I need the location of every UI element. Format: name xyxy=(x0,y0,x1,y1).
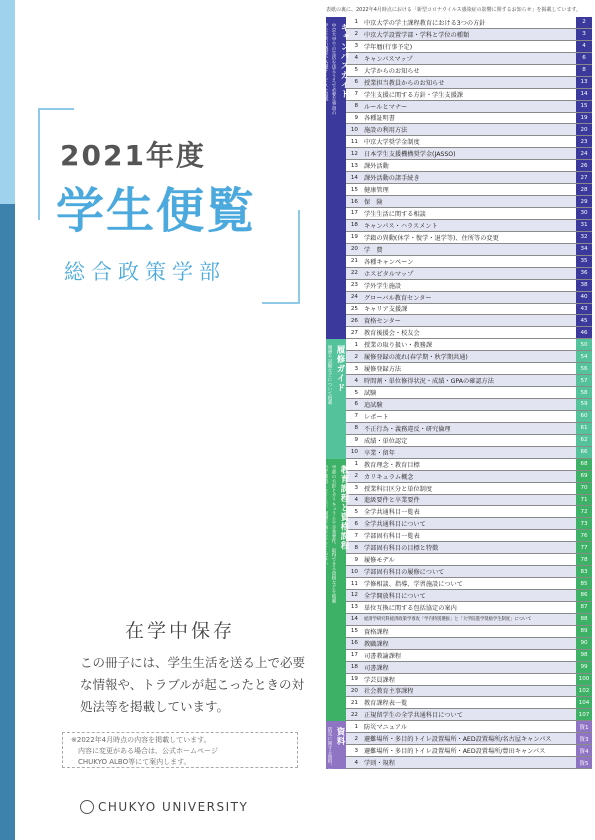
toc-item-title: キャンパス・ハラスメント xyxy=(364,222,438,230)
toc-item-title: 授業科目区分と単位制度 xyxy=(364,485,433,493)
toc-item-title: 授業の取り扱い・教務課 xyxy=(364,342,433,350)
toc-item-title: 学部固有科目一覧表 xyxy=(364,533,420,541)
toc-item-page: 85 xyxy=(576,578,592,589)
toc-row xyxy=(346,208,592,220)
toc-item-number: 25 xyxy=(350,305,358,312)
toc-item-page: 27 xyxy=(576,172,592,183)
toc-item-title: 施設の利用方法 xyxy=(364,127,408,135)
toc-item-page: 32 xyxy=(576,232,592,243)
toc-item-number: 16 xyxy=(350,198,358,205)
toc-row xyxy=(346,304,592,316)
toc-item-title: 中京大学の学士課程教育における3つの方針 xyxy=(364,19,486,27)
toc-row xyxy=(346,662,592,674)
toc-item-title: 課外活動 xyxy=(364,163,389,171)
toc-item-page: 102 xyxy=(576,686,592,697)
toc-row xyxy=(346,351,592,363)
toc-item-title: 学修相談、指導、学習施設について xyxy=(364,581,463,589)
toc-item-title: 授業担当教員からのお知らせ xyxy=(364,79,445,87)
toc-item-title: 日本学生支援機構奨学金(JASSO) xyxy=(364,151,456,159)
toc-section-campus xyxy=(323,17,592,339)
toc-row xyxy=(346,53,592,65)
toc-item-number: 20 xyxy=(350,687,358,694)
toc-row xyxy=(346,518,592,530)
toc-item-page: 62 xyxy=(576,435,592,446)
toc-item-title: 学部固有科目の目標と特徴 xyxy=(364,545,439,553)
toc-item-page: 35 xyxy=(576,256,592,267)
toc-item-page: 61 xyxy=(576,423,592,434)
section-title: 履修ガイド xyxy=(335,345,345,393)
toc-item-page: 19 xyxy=(576,113,592,124)
toc-item-title: 学部固有科目の履修について xyxy=(364,569,445,577)
toc-item-page: 87 xyxy=(576,602,592,613)
toc-row xyxy=(346,447,592,459)
toc-item-title: 全学共通科目一覧表 xyxy=(364,509,420,517)
toc-section-materials xyxy=(326,721,592,806)
toc-item-page: 26 xyxy=(576,160,592,171)
toc-row xyxy=(346,256,592,268)
toc-item-title: 保 険 xyxy=(364,199,383,207)
section-subtitle: 必ず確認したうえで、履修計画を立ててください xyxy=(323,464,328,566)
toc-item-number: 5 xyxy=(354,67,358,74)
toc-row xyxy=(346,566,592,578)
toc-item-number: 3 xyxy=(354,365,358,372)
toc-item-title: 成績・単位認定 xyxy=(364,437,408,445)
toc-item-title: 資格課程 xyxy=(364,628,389,636)
toc-item-number: 11 xyxy=(350,138,358,145)
toc-row xyxy=(346,578,592,590)
toc-item-title: 学芸員課程 xyxy=(364,676,395,684)
section-subtitle: 防災に関する資料、学則・規程を掲載 xyxy=(327,727,332,806)
toc-item-number: 20 xyxy=(350,246,358,253)
toc-item-title: 学籍の異動(休学・復学・退学等)、住所等の変更 xyxy=(364,234,499,242)
toc-item-title: 各種キャンペーン xyxy=(364,258,414,266)
toc-item-title: 学生生活に関する相談 xyxy=(364,210,426,218)
toc-row xyxy=(346,41,592,53)
update-note-box xyxy=(62,732,298,768)
section-title: 教育課程と資格課程 xyxy=(339,464,349,551)
toc-item-page: 2 xyxy=(576,17,592,28)
toc-row xyxy=(346,363,592,375)
toc-row xyxy=(346,506,592,518)
section-title: 資料 xyxy=(335,727,345,747)
toc-item-title: 単位互換に関する包括協定の案内 xyxy=(364,604,457,612)
university-logo xyxy=(80,800,290,814)
section-subtitle: 履修や試験などについて掲載 xyxy=(327,345,332,406)
toc-item-page: 36 xyxy=(576,268,592,279)
toc-row xyxy=(346,268,592,280)
toc-row xyxy=(346,674,592,686)
toc-item-title: 時間割・単位修得状況・成績・GPAの確認方法 xyxy=(364,378,494,386)
toc-item-title: グローバル教育センター xyxy=(364,294,432,302)
toc-item-number: 10 xyxy=(350,449,358,456)
toc-item-number: 21 xyxy=(350,699,358,706)
toc-item-page: 38 xyxy=(576,280,592,291)
toc-item-number: 16 xyxy=(350,640,358,647)
university-name: CHUKYO UNIVERSITY xyxy=(98,800,249,814)
toc-item-number: 2 xyxy=(354,473,358,480)
toc-item-number: 4 xyxy=(354,55,358,62)
toc-row xyxy=(346,375,592,387)
toc-item-title: 資格センター xyxy=(364,318,401,326)
toc-item-page: 73 xyxy=(576,518,592,529)
toc-item-number: 4 xyxy=(354,759,358,766)
toc-item-title: 教職課程 xyxy=(364,640,389,648)
toc-item-number: 9 xyxy=(354,114,358,121)
toc-item-page: 14 xyxy=(576,89,592,100)
toc-item-title: 試験 xyxy=(364,390,377,398)
toc-item-number: 15 xyxy=(350,628,358,635)
toc-item-number: 13 xyxy=(350,604,358,611)
toc-item-page: 89 xyxy=(576,626,592,637)
toc-item-page: 13 xyxy=(576,77,592,88)
toc-row xyxy=(346,184,592,196)
toc-item-title: 学年暦(行事予定) xyxy=(364,43,413,51)
update-note-line: 内容に変更がある場合は、公式ホームページ xyxy=(78,747,218,755)
main-title: 学生便覧 xyxy=(56,183,257,239)
toc-item-number: 3 xyxy=(354,485,358,492)
toc-item-number: 18 xyxy=(350,222,358,229)
toc-item-title: 履修登録方法 xyxy=(364,366,402,374)
toc-item-title: 司書教諭課程 xyxy=(364,652,402,660)
toc-item-page: 資1 xyxy=(576,721,592,732)
toc-item-title: ルールとマナー xyxy=(364,103,408,111)
toc-row xyxy=(346,745,592,757)
toc-row xyxy=(346,17,592,29)
toc-item-title: 避難場所・多目的トイレ設置場所・AED設置場所/名古屋キャンパス xyxy=(364,736,552,744)
toc-row xyxy=(346,459,592,471)
toc-item-page: 30 xyxy=(576,208,592,219)
toc-item-number: 8 xyxy=(354,425,358,432)
toc-row xyxy=(346,136,592,148)
toc-item-page: 69 xyxy=(576,471,592,482)
toc-item-title: 中京大学設置学部・学科と学位の種類 xyxy=(364,31,470,39)
toc-item-number: 9 xyxy=(354,437,358,444)
toc-item-number: 2 xyxy=(354,353,358,360)
toc-item-page: 60 xyxy=(576,411,592,422)
toc-item-page: 83 xyxy=(576,566,592,577)
section-subtitle: 中京大学での生活を送るうえで必要な事項の xyxy=(331,23,336,115)
toc-row xyxy=(346,733,592,745)
toc-item-number: 1 xyxy=(354,341,358,348)
toc-item-number: 10 xyxy=(350,126,358,133)
toc-item-page: 34 xyxy=(576,244,592,255)
toc-row xyxy=(346,339,592,351)
toc-row xyxy=(346,483,592,495)
toc-item-number: 10 xyxy=(350,568,358,575)
toc-item-number: 8 xyxy=(354,544,358,551)
section-subtitle: 学部の方針とカリキュラムや卒業要件、取得できる資格などを掲載 xyxy=(331,464,336,603)
toc-row xyxy=(346,113,592,125)
toc-item-title: ホスピタルマップ xyxy=(364,270,414,278)
toc-item-title: 中京大学奨学金制度 xyxy=(364,139,420,147)
toc-item-page: 98 xyxy=(576,650,592,661)
toc-item-page: 40 xyxy=(576,292,592,303)
toc-item-page: 66 xyxy=(576,447,592,458)
toc-item-title: 大学からのお知らせ xyxy=(364,67,420,75)
toc-item-page: 31 xyxy=(576,220,592,231)
toc-item-number: 14 xyxy=(350,616,358,623)
toc-row xyxy=(346,292,592,304)
toc-row xyxy=(346,602,592,614)
toc-item-page: 86 xyxy=(576,590,592,601)
toc-item-number: 4 xyxy=(354,377,358,384)
toc-row xyxy=(346,244,592,256)
toc-item-number: 8 xyxy=(354,103,358,110)
toc-item-number: 1 xyxy=(354,723,358,730)
toc-section-study xyxy=(326,339,592,458)
toc-item-title: 不正行為・義務違反・研究倫理 xyxy=(364,425,451,433)
toc-item-title: 課外活動の諸手続き xyxy=(364,175,420,183)
toc-row xyxy=(346,89,592,101)
toc-item-title: 全学開放科目について xyxy=(364,592,426,600)
toc-item-page: 24 xyxy=(576,148,592,159)
toc-item-page: 56 xyxy=(576,363,592,374)
toc-row xyxy=(346,411,592,423)
toc-item-number: 26 xyxy=(350,317,358,324)
toc-item-page: 資4 xyxy=(576,745,592,756)
toc-item-number: 7 xyxy=(354,413,358,420)
section-label xyxy=(326,721,346,806)
toc-item-number: 17 xyxy=(350,652,358,659)
toc-item-number: 7 xyxy=(354,532,358,539)
year-title: 2021年度 xyxy=(60,139,206,172)
toc-item-title: 避難場所・多目的トイレ設置場所・AED設置場所/豊田キャンパス xyxy=(364,748,546,756)
toc-row xyxy=(346,399,592,411)
toc-item-page: 6 xyxy=(576,53,592,64)
toc-item-number: 14 xyxy=(350,174,358,181)
toc-item-title: カリキュラム概念 xyxy=(364,473,414,481)
toc-item-number: 22 xyxy=(350,711,358,718)
toc-item-title: 学生支援に関する方針・学生支援課 xyxy=(364,91,463,99)
toc-row xyxy=(346,65,592,77)
toc-item-number: 2 xyxy=(354,735,358,742)
toc-item-page: 資3 xyxy=(576,733,592,744)
toc-row xyxy=(346,757,592,769)
toc-row xyxy=(346,387,592,399)
toc-row xyxy=(346,220,592,232)
toc-item-page: 107 xyxy=(576,709,592,720)
toc-item-number: 3 xyxy=(354,747,358,754)
toc-item-number: 2 xyxy=(354,31,358,38)
toc-item-title: 全学共通科目について xyxy=(364,521,426,529)
toc-item-page: 77 xyxy=(576,542,592,553)
toc-item-number: 22 xyxy=(350,270,358,277)
toc-item-title: 学外学生施設 xyxy=(364,282,402,290)
toc-item-title: 社会教育主事課程 xyxy=(364,688,414,696)
update-note-line: ※2022年4月時点の内容を掲載しています。 xyxy=(71,736,211,744)
toc-item-page: 70 xyxy=(576,483,592,494)
toc-item-number: 1 xyxy=(354,461,358,468)
toc-item-title: 履修登録の流れ(春学期・秋学期共通) xyxy=(364,354,468,362)
toc-row xyxy=(346,232,592,244)
faculty-name: 総合政策学部 xyxy=(64,260,226,284)
keep-notice-title: 在学中保存 xyxy=(124,620,235,642)
toc-item-page: 46 xyxy=(576,327,592,338)
toc-item-title: 履修モデル xyxy=(364,557,395,565)
toc-item-title: 健康管理 xyxy=(364,187,389,195)
toc-item-title: 卒業・留年 xyxy=(364,449,395,457)
toc-row xyxy=(346,435,592,447)
toc-item-title: キャリア支援課 xyxy=(364,306,408,314)
toc-item-title: 教育課程表一覧 xyxy=(364,700,408,708)
toc-row xyxy=(346,697,592,709)
toc-item-number: 15 xyxy=(350,186,358,193)
toc-row xyxy=(346,554,592,566)
toc-row xyxy=(346,172,592,184)
toc-item-page: 8 xyxy=(576,65,592,76)
toc-item-title: レポート xyxy=(364,413,389,421)
toc-item-page: 28 xyxy=(576,184,592,195)
toc-item-number: 12 xyxy=(350,592,358,599)
update-note-line: CHUKYO ALBO等にて案内します。 xyxy=(78,758,191,766)
toc-item-title: 司書課程 xyxy=(364,664,389,672)
toc-item-number: 12 xyxy=(350,150,358,157)
toc-item-page: 58 xyxy=(576,387,592,398)
university-emblem-icon xyxy=(80,800,94,814)
toc-row xyxy=(346,614,592,626)
toc-item-number: 27 xyxy=(350,329,358,336)
toc-item-page: 23 xyxy=(576,136,592,147)
toc-item-page: 45 xyxy=(576,315,592,326)
toc-item-page: 59 xyxy=(576,399,592,410)
toc-row xyxy=(346,196,592,208)
toc-row xyxy=(346,495,592,507)
section-subtitle: 学生生活の概要や各種サービスを掲載 xyxy=(323,23,328,102)
toc-item-number: 3 xyxy=(354,43,358,50)
toc-row xyxy=(346,29,592,41)
toc-row xyxy=(346,626,592,638)
toc-item-page: 90 xyxy=(576,638,592,649)
toc-item-title: 追試験 xyxy=(364,401,383,409)
toc-item-number: 17 xyxy=(350,210,358,217)
toc-row xyxy=(346,423,592,435)
toc-item-number: 19 xyxy=(350,234,358,241)
toc-row xyxy=(346,280,592,292)
toc-item-title: 各種証明書 xyxy=(364,115,395,123)
toc-row xyxy=(346,686,592,698)
toc-item-title: 学 費 xyxy=(364,246,383,254)
toc-row xyxy=(346,327,592,339)
toc-item-page: 99 xyxy=(576,662,592,673)
section-label xyxy=(323,17,349,339)
toc-row xyxy=(346,160,592,172)
toc-row xyxy=(346,101,592,113)
toc-item-page: 72 xyxy=(576,506,592,517)
toc-item-title: 正規留学生の全学共通科目について xyxy=(364,712,463,720)
toc-item-number: 4 xyxy=(354,496,358,503)
toc-row xyxy=(346,315,592,327)
toc-item-number: 6 xyxy=(354,520,358,527)
toc-item-title: 進級要件と卒業要件 xyxy=(364,497,420,505)
toc-note: 表紙の裏に、2022年4月時点における「新型コロナウイルス感染症の影響に関するお知らせ」を掲載しています。 xyxy=(326,7,582,13)
toc-item-page: 76 xyxy=(576,530,592,541)
toc-item-page: 104 xyxy=(576,697,592,708)
toc-item-page: 54 xyxy=(576,351,592,362)
toc-item-number: 1 xyxy=(354,19,358,26)
toc-item-page: 29 xyxy=(576,196,592,207)
toc-row xyxy=(346,638,592,650)
toc-item-page: 57 xyxy=(576,375,592,386)
toc-item-number: 7 xyxy=(354,91,358,98)
toc-item-title: 教育理念・教育目標 xyxy=(364,461,420,469)
toc-row xyxy=(346,721,592,733)
toc-row xyxy=(346,709,592,721)
toc-item-page: 71 xyxy=(576,495,592,506)
toc-item-page: 88 xyxy=(576,614,592,625)
toc-item-number: 18 xyxy=(350,664,358,671)
toc-item-title: 経済学研究科経済政策学専攻「学内特別選抜」と「大学院進学奨励学生制度」について xyxy=(364,617,532,623)
toc-section-curriculum xyxy=(323,459,592,722)
toc-item-title: 防災マニュアル xyxy=(364,724,408,732)
toc-row xyxy=(346,590,592,602)
toc-item-number: 9 xyxy=(354,556,358,563)
toc-item-number: 19 xyxy=(350,676,358,683)
toc-row xyxy=(346,124,592,136)
toc-item-page: 78 xyxy=(576,554,592,565)
section-label xyxy=(323,459,349,722)
toc-item-number: 24 xyxy=(350,294,358,301)
toc-item-number: 5 xyxy=(354,508,358,515)
toc-item-number: 6 xyxy=(354,79,358,86)
toc-item-title: 学則・規程 xyxy=(364,760,395,768)
toc-item-page: 資5 xyxy=(576,757,592,768)
toc-row xyxy=(346,471,592,483)
toc-row xyxy=(346,542,592,554)
toc-item-page: 43 xyxy=(576,304,592,315)
left-stripe-dark xyxy=(0,204,15,840)
toc-item-page: 68 xyxy=(576,459,592,470)
section-label xyxy=(326,339,346,458)
toc-item-page: 3 xyxy=(576,29,592,40)
table-of-contents xyxy=(323,17,592,806)
toc-item-number: 11 xyxy=(350,580,358,587)
toc-item-title: 教育後援会・校友会 xyxy=(364,330,420,338)
toc-row xyxy=(346,148,592,160)
toc-item-page: 4 xyxy=(576,41,592,52)
toc-row xyxy=(346,77,592,89)
toc-item-title: キャンパスマップ xyxy=(364,55,413,63)
section-title: キャンパスガイド xyxy=(339,23,349,99)
toc-item-number: 23 xyxy=(350,282,358,289)
toc-item-number: 6 xyxy=(354,401,358,408)
toc-item-number: 13 xyxy=(350,162,358,169)
toc-item-number: 5 xyxy=(354,389,358,396)
toc-row xyxy=(346,650,592,662)
toc-row xyxy=(346,530,592,542)
toc-item-page: 20 xyxy=(576,124,592,135)
toc-item-page: 15 xyxy=(576,101,592,112)
toc-item-page: 100 xyxy=(576,674,592,685)
toc-item-number: 21 xyxy=(350,258,358,265)
toc-item-page: 50 xyxy=(576,339,592,350)
booklet-description: この冊子には、学生生活を送る上で必要な情報や、トラブルが起こったときの対処法等を掲載しています。 xyxy=(80,655,306,714)
